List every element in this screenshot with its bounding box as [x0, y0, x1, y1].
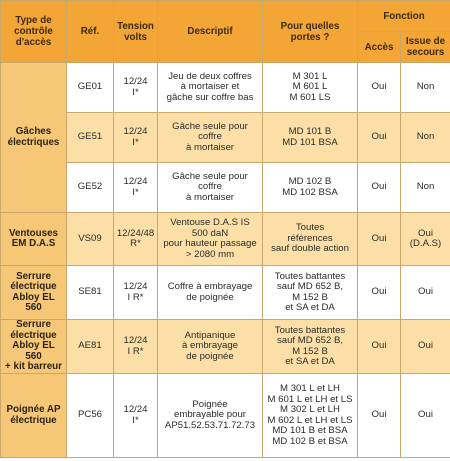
- table-row: [1, 163, 450, 213]
- group-serrure-electrique: Serrure électrique Abloy EL 560: [1, 266, 67, 320]
- table-row: [1, 113, 450, 163]
- table-row: [1, 320, 450, 374]
- cell-portes: M 301 L et LH M 601 L et LH et LS M 302 L et LH M 602 L et LH et LS MD 101 B et BSA MD 102 B et BSA: [263, 374, 358, 458]
- cell-ref: AE81: [67, 320, 114, 374]
- header-type-controle: Type de contrôle d'accès: [1, 1, 67, 63]
- cell-ref: SE81: [67, 266, 114, 320]
- table-row: [1, 374, 450, 458]
- header-acces: Accès: [358, 32, 401, 63]
- cell-tension: 12/24 I*: [114, 163, 158, 213]
- cell-ref: GE51: [67, 113, 114, 163]
- table-row: [1, 63, 450, 113]
- cell-descriptif: Coffre à embrayage de poignée: [158, 266, 263, 320]
- cell-issue-secours: Oui: [401, 266, 450, 320]
- group-poignee-ap: Poignée AP électrique: [1, 374, 67, 458]
- cell-issue-secours: Oui: [401, 320, 450, 374]
- group-serrure-kit-barreur: Serrure électrique Abloy EL 560 + kit barreur: [1, 320, 67, 374]
- cell-descriptif: Gâche seule pour coffre à mortaiser: [158, 163, 263, 213]
- cell-issue-secours: Non: [401, 113, 450, 163]
- cell-portes: Toutes références sauf double action: [263, 213, 358, 266]
- group-gaches-electriques: Gâches électriques: [1, 63, 67, 213]
- cell-acces: Oui: [358, 113, 401, 163]
- header-descriptif: Descriptif: [158, 1, 263, 63]
- cell-portes: M 301 L M 601 L M 601 LS: [263, 63, 358, 113]
- cell-descriptif: Ventouse D.A.S IS 500 daN pour hauteur passage > 2080 mm: [158, 213, 263, 266]
- cell-acces: Oui: [358, 63, 401, 113]
- cell-acces: Oui: [358, 320, 401, 374]
- cell-ref: VS09: [67, 213, 114, 266]
- cell-portes: MD 102 B MD 102 BSA: [263, 163, 358, 213]
- cell-tension: 12/24 I*: [114, 113, 158, 163]
- cell-portes: Toutes battantes sauf MD 652 B, M 152 B et SA et DA: [263, 266, 358, 320]
- header-issue-secours: Issue de secours: [401, 32, 450, 63]
- cell-tension: 12/24 I R*: [114, 266, 158, 320]
- cell-issue-secours: Non: [401, 163, 450, 213]
- cell-ref: GE01: [67, 63, 114, 113]
- cell-acces: Oui: [358, 213, 401, 266]
- cell-descriptif: Poignée embrayable pour AP51.52.53.71.72.73: [158, 374, 263, 458]
- group-ventouses: Ventouses EM D.A.S: [1, 213, 67, 266]
- cell-issue-secours: Non: [401, 63, 450, 113]
- cell-acces: Oui: [358, 374, 401, 458]
- cell-portes: Toutes battantes sauf MD 652 B, M 152 B et SA et DA: [263, 320, 358, 374]
- cell-tension: 12/24/48 R*: [114, 213, 158, 266]
- cell-acces: Oui: [358, 266, 401, 320]
- cell-ref: GE52: [67, 163, 114, 213]
- cell-tension: 12/24 I*: [114, 374, 158, 458]
- cell-portes: MD 101 B MD 101 BSA: [263, 113, 358, 163]
- cell-issue-secours: Oui: [401, 374, 450, 458]
- cell-acces: Oui: [358, 163, 401, 213]
- cell-descriptif: Jeu de deux coffres à mortaiser et gâche sur coffre bas: [158, 63, 263, 113]
- header-portes: Pour quelles portes ?: [263, 1, 358, 63]
- cell-descriptif: Gâche seule pour coffre à mortaiser: [158, 113, 263, 163]
- cell-tension: 12/24 I R*: [114, 320, 158, 374]
- cell-descriptif: Antipanique à embrayage de poignée: [158, 320, 263, 374]
- header-tension: Tension volts: [114, 1, 158, 63]
- header-ref: Réf.: [67, 1, 114, 63]
- cell-tension: 12/24 I*: [114, 63, 158, 113]
- cell-ref: PC56: [67, 374, 114, 458]
- table-row: [1, 266, 450, 320]
- header-fonction: Fonction: [358, 1, 450, 32]
- table-row: [1, 213, 450, 266]
- cell-issue-secours: Oui (D.A.S): [401, 213, 450, 266]
